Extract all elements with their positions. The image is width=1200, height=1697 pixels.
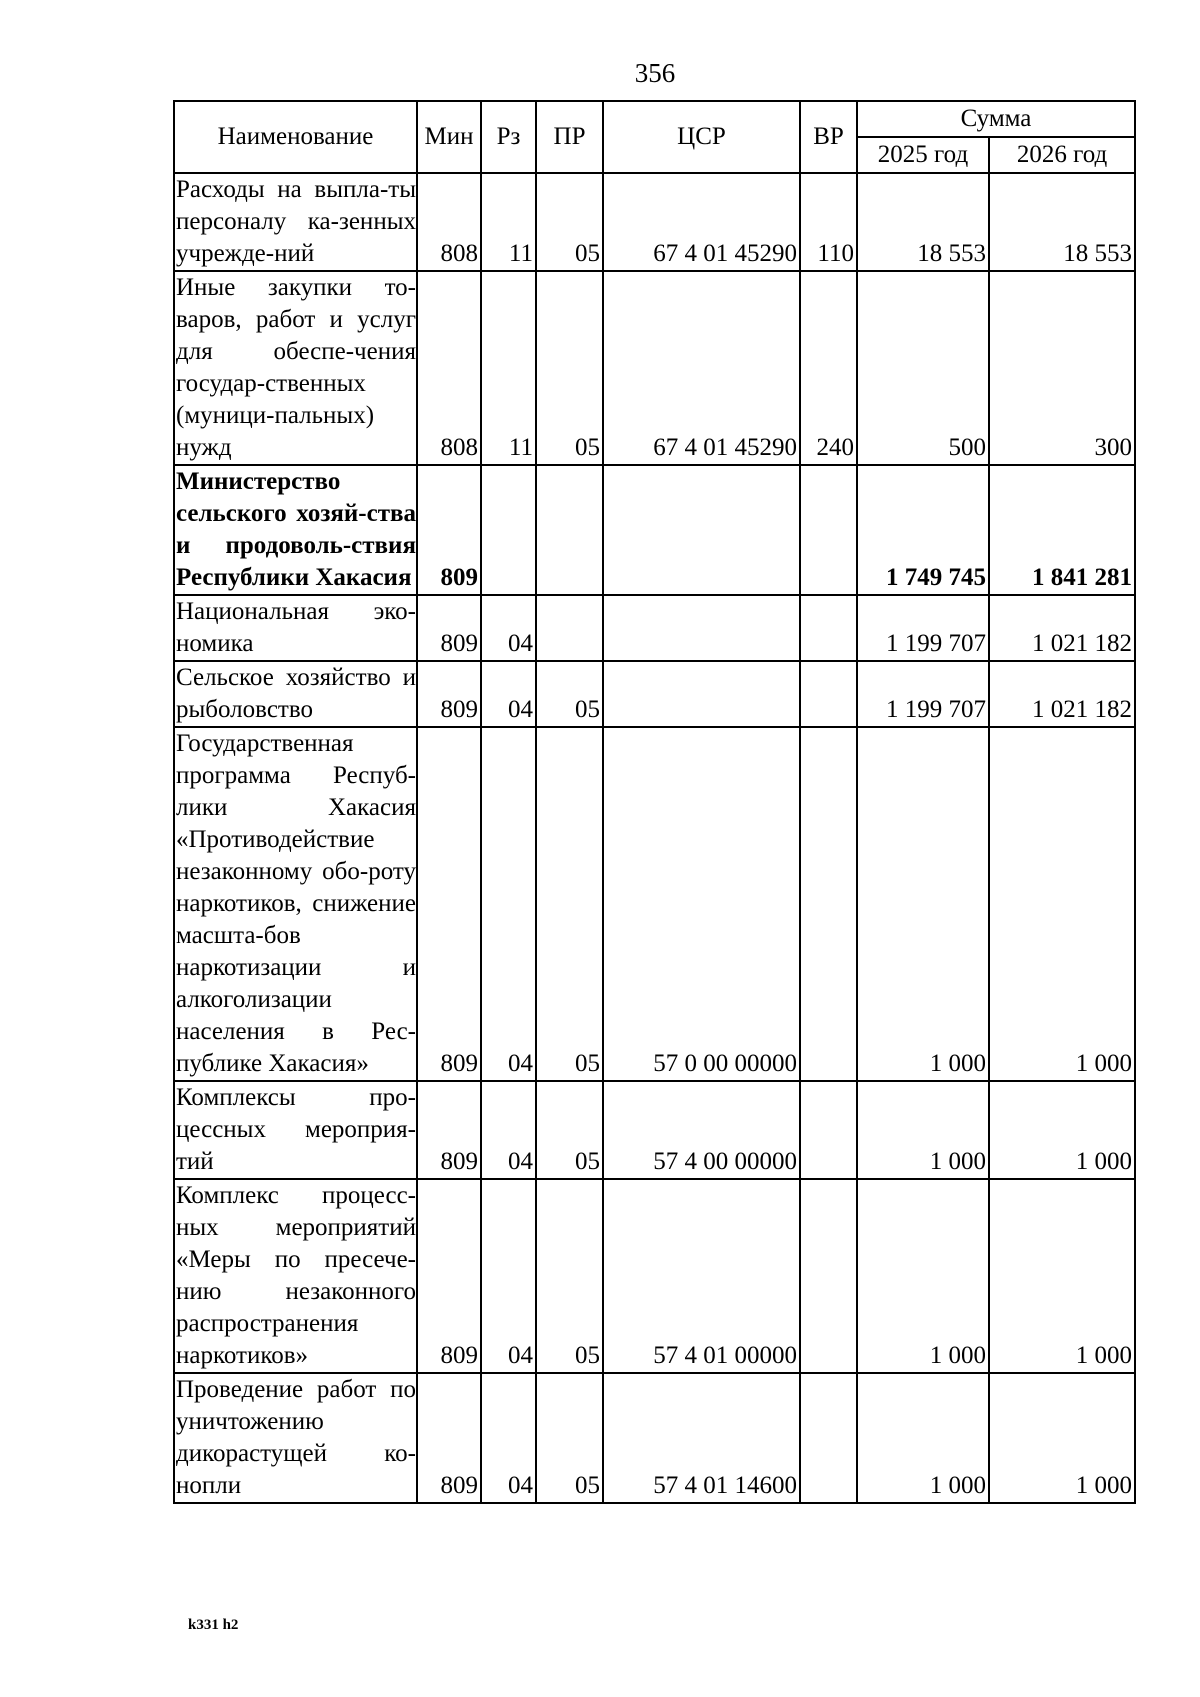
cell-min: 809 xyxy=(417,1373,481,1503)
cell-csr: 67 4 01 45290 xyxy=(603,173,800,271)
cell-y2025: 1 000 xyxy=(857,727,989,1081)
cell-pr: 05 xyxy=(536,661,603,727)
cell-name: Комплекс процесс-ных мероприятий «Меры по пресече-нию незаконного распространения наркотиков» xyxy=(174,1179,417,1373)
table-row xyxy=(174,727,1135,1081)
table-row xyxy=(174,1081,1135,1179)
cell-y2025: 500 xyxy=(857,271,989,465)
table-row xyxy=(174,661,1135,727)
table-body xyxy=(174,173,1135,1503)
cell-min: 809 xyxy=(417,1179,481,1373)
cell-vr xyxy=(800,1373,857,1503)
cell-csr: 57 4 00 00000 xyxy=(603,1081,800,1179)
table-row xyxy=(174,595,1135,661)
cell-y2026: 1 000 xyxy=(989,1373,1135,1503)
header-2025: 2025 год xyxy=(857,137,989,173)
cell-pr xyxy=(536,595,603,661)
cell-pr: 05 xyxy=(536,1081,603,1179)
cell-y2025: 18 553 xyxy=(857,173,989,271)
cell-min: 809 xyxy=(417,1081,481,1179)
cell-rz: 04 xyxy=(481,661,536,727)
page-number: 356 xyxy=(634,58,676,88)
cell-rz: 04 xyxy=(481,1373,536,1503)
cell-min: 809 xyxy=(417,595,481,661)
cell-y2026: 1 021 182 xyxy=(989,595,1135,661)
cell-rz: 11 xyxy=(481,173,536,271)
table-row xyxy=(174,173,1135,271)
header-csr: ЦСР xyxy=(603,101,800,173)
header-name: Наименование xyxy=(174,101,417,173)
cell-csr: 57 4 01 00000 xyxy=(603,1179,800,1373)
cell-vr xyxy=(800,465,857,595)
cell-min: 808 xyxy=(417,271,481,465)
cell-y2025: 1 000 xyxy=(857,1179,989,1373)
cell-rz: 04 xyxy=(481,727,536,1081)
cell-y2026: 1 021 182 xyxy=(989,661,1135,727)
cell-pr: 05 xyxy=(536,1179,603,1373)
cell-min: 809 xyxy=(417,727,481,1081)
cell-pr: 05 xyxy=(536,1373,603,1503)
cell-csr: 67 4 01 45290 xyxy=(603,271,800,465)
header-sum: Сумма xyxy=(857,101,1135,137)
cell-y2026: 18 553 xyxy=(989,173,1135,271)
header-pr: ПР xyxy=(536,101,603,173)
cell-vr: 110 xyxy=(800,173,857,271)
cell-name: Сельское хозяйство и рыболовство xyxy=(174,661,417,727)
table-row xyxy=(174,1179,1135,1373)
cell-y2026: 300 xyxy=(989,271,1135,465)
cell-rz: 11 xyxy=(481,271,536,465)
footer-code: k331 h2 xyxy=(188,1617,239,1633)
cell-y2025: 1 749 745 xyxy=(857,465,989,595)
cell-min: 808 xyxy=(417,173,481,271)
cell-csr: 57 4 01 14600 xyxy=(603,1373,800,1503)
cell-name: Расходы на выпла-ты персоналу ка-зенных учрежде-ний xyxy=(174,173,417,271)
cell-vr xyxy=(800,1179,857,1373)
cell-rz: 04 xyxy=(481,1081,536,1179)
cell-rz: 04 xyxy=(481,1179,536,1373)
table-row xyxy=(174,1373,1135,1503)
cell-y2025: 1 000 xyxy=(857,1081,989,1179)
cell-pr: 05 xyxy=(536,727,603,1081)
cell-pr: 05 xyxy=(536,173,603,271)
cell-vr xyxy=(800,595,857,661)
table-row xyxy=(174,271,1135,465)
cell-min: 809 xyxy=(417,465,481,595)
header-row xyxy=(174,101,1135,137)
cell-vr: 240 xyxy=(800,271,857,465)
cell-pr: 05 xyxy=(536,271,603,465)
header-rz: Рз xyxy=(481,101,536,173)
table-row xyxy=(174,465,1135,595)
cell-csr xyxy=(603,465,800,595)
cell-name: Национальная эко-номика xyxy=(174,595,417,661)
header-2026: 2026 год xyxy=(989,137,1135,173)
header-vr: ВР xyxy=(800,101,857,173)
cell-csr xyxy=(603,595,800,661)
cell-name: Комплексы про-цессных мероприя-тий xyxy=(174,1081,417,1179)
header-min: Мин xyxy=(417,101,481,173)
budget-table xyxy=(173,100,1136,1504)
cell-pr xyxy=(536,465,603,595)
cell-name: Проведение работ по уничтожению дикорастущей ко-нопли xyxy=(174,1373,417,1503)
cell-vr xyxy=(800,727,857,1081)
cell-csr xyxy=(603,661,800,727)
cell-min: 809 xyxy=(417,661,481,727)
cell-vr xyxy=(800,1081,857,1179)
cell-name: Государственная программа Респуб-лики Хакасия «Противодействие незаконному обо-роту наркотиков, снижение масшта-бов наркотизации и алкоголизации населения в Рес-публике Хакасия» xyxy=(174,727,417,1081)
cell-y2025: 1 199 707 xyxy=(857,595,989,661)
cell-y2025: 1 000 xyxy=(857,1373,989,1503)
cell-y2026: 1 000 xyxy=(989,727,1135,1081)
cell-y2026: 1 000 xyxy=(989,1081,1135,1179)
cell-name: Иные закупки то-варов, работ и услуг для обеспе-чения государ-ственных (муници-пальных) нужд xyxy=(174,271,417,465)
cell-y2026: 1 000 xyxy=(989,1179,1135,1373)
cell-csr: 57 0 00 00000 xyxy=(603,727,800,1081)
cell-name: Министерство сельского хозяй-ства и продоволь-ствия Республики Хакасия xyxy=(174,465,417,595)
cell-rz: 04 xyxy=(481,595,536,661)
cell-rz xyxy=(481,465,536,595)
cell-y2026: 1 841 281 xyxy=(989,465,1135,595)
cell-y2025: 1 199 707 xyxy=(857,661,989,727)
cell-vr xyxy=(800,661,857,727)
